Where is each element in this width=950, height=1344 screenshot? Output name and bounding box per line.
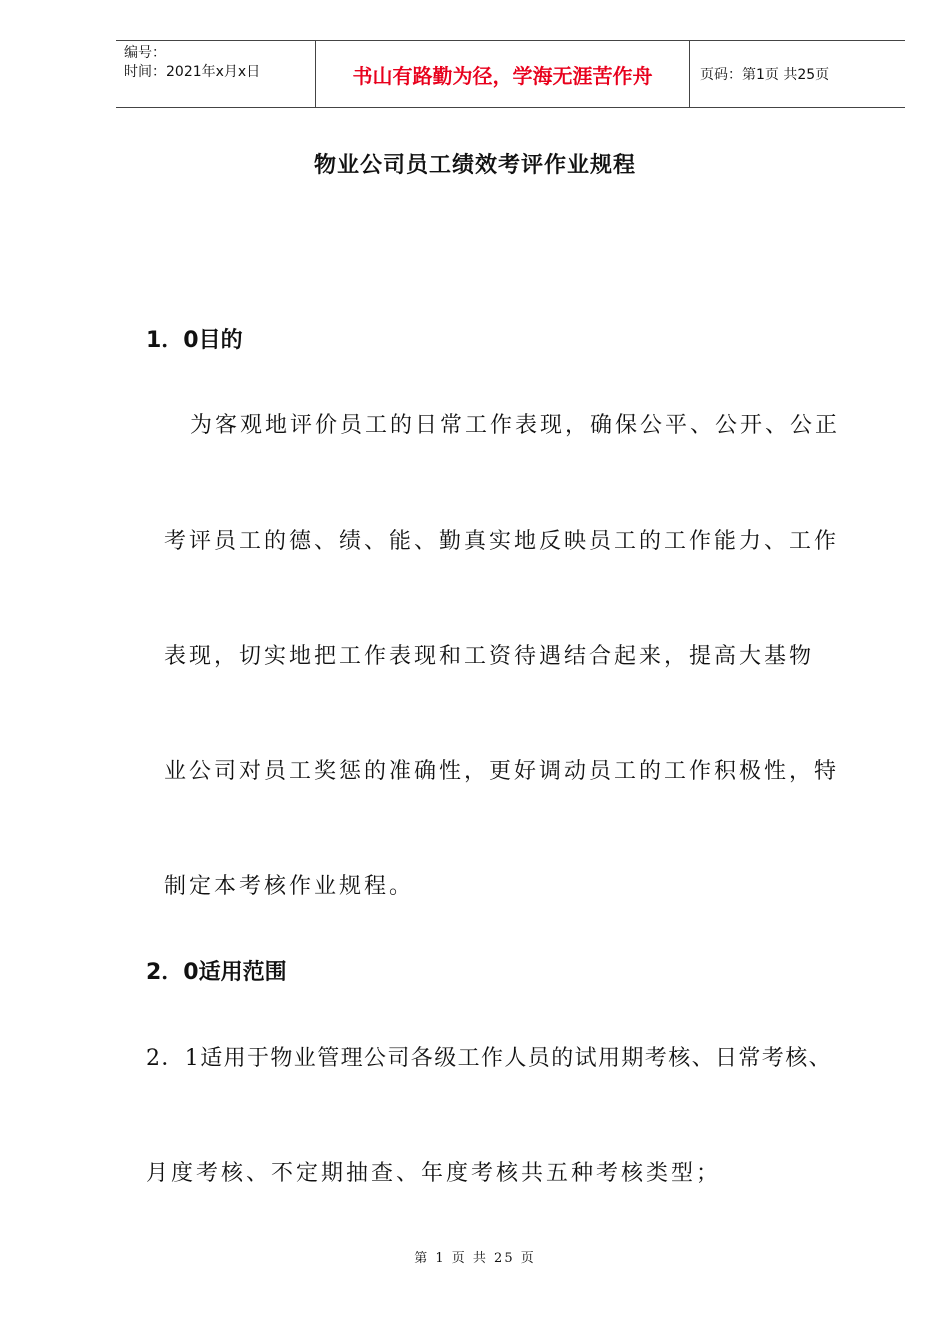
section-heading-scope: 2．0适用范围: [146, 960, 287, 985]
document-title: 物业公司员工绩效考评作业规程: [313, 153, 636, 178]
paragraph-line: 表现，切实地把工作表现和工资待遇结合起来，提高大基物: [164, 644, 815, 669]
paragraph-line: 2．1适用于物业管理公司各级工作人员的试用期考核、日常考核、: [146, 1046, 832, 1071]
header-motto-cell: [316, 41, 690, 107]
paragraph-line: 制定本考核作业规程。: [164, 874, 415, 899]
motto-text: 书山有路勤为径，学海无涯苦作舟: [352, 63, 653, 88]
header-meta-cell: [116, 41, 316, 107]
time-label: 时间：2021年x月x日: [124, 64, 261, 80]
paragraph-line: 考评员工的德、绩、能、勤真实地反映员工的工作能力、工作: [164, 529, 840, 554]
page-info: 页码：第1页 共25页: [700, 67, 830, 83]
number-label: 编号：: [124, 45, 166, 61]
paragraph-line: 业公司对员工奖惩的准确性，更好调动员工的工作积极性，特: [164, 759, 840, 784]
paragraph-line: 为客观地评价员工的日常工作表现，确保公平、公开、公正: [190, 413, 841, 438]
page-footer: 第 1 页 共 25 页: [414, 1251, 536, 1266]
paragraph-line: 月度考核、不定期抽查、年度考核共五种考核类型；: [146, 1161, 722, 1186]
header-table: [116, 40, 905, 108]
header-page-cell: [690, 41, 905, 107]
section-heading-purpose: 1．0目的: [146, 328, 243, 353]
